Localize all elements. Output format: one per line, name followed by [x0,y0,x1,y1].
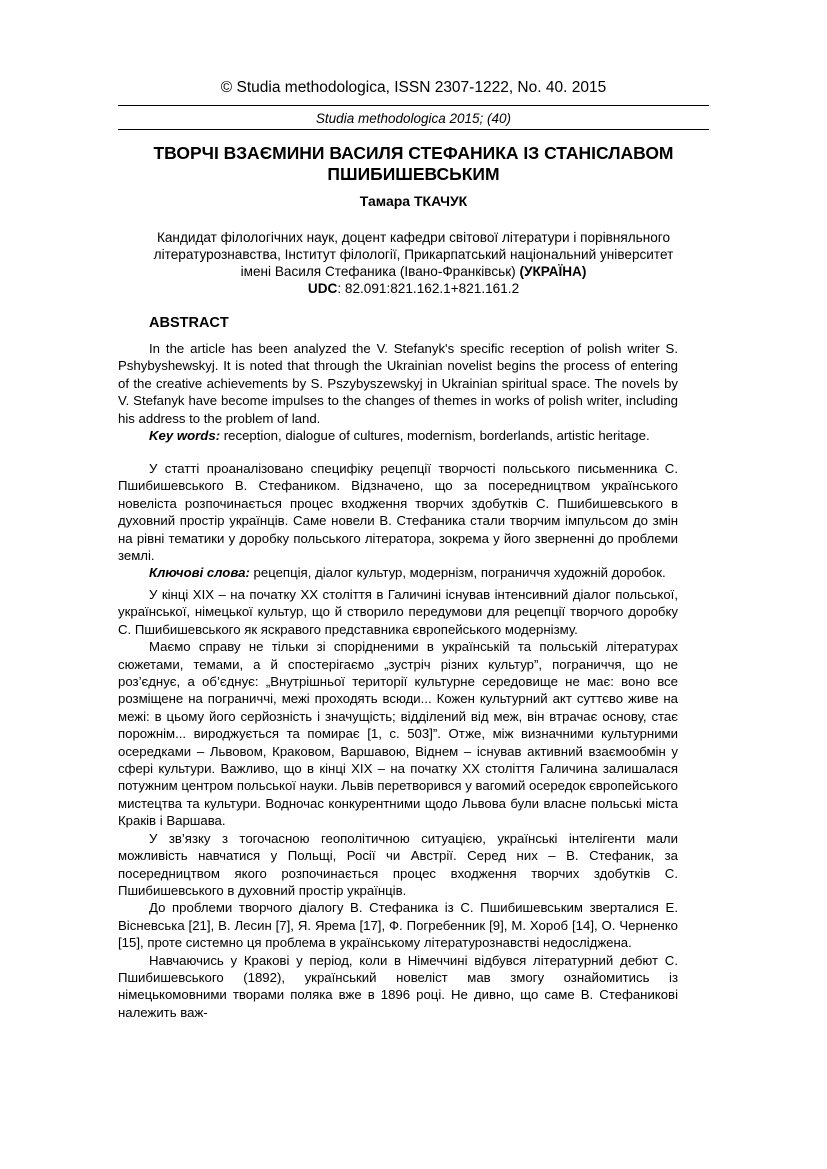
body-paragraph-1: У кінці ХІХ – на початку ХХ століття в Галичині існував інтенсивний діалог польської, української, німецької культур, що й створило передумови для рецепції творчого доробку С. Пшибишевського як яскравого представника європейського модернізму. [118,587,678,637]
article-title [100,143,727,185]
uk-keywords-text: рецепція, діалог культур, модернізм, пограниччя художній доробок. [249,565,666,581]
abstract-keywords [118,427,678,444]
author-affiliation [110,229,717,297]
udc-value: : 82.091:821.162.1+821.161.2 [337,281,520,296]
affiliation-line-3 [110,263,717,280]
article-body [118,586,678,1021]
title-line-2: ПШИБИШЕВСЬКИМ [327,164,500,184]
body-paragraph-3: У зв’язку з тогочасною геополітичною ситуацією, українські інтелігенти мали можливість навчатися у Польщі, Росії чи Австрії. Серед них – В. Стефаник, за посередництвом якого розпочинається процес входження творчих здобутків С. Пшибишевського в духовний простір українців. [118,830,678,898]
annotation-keywords [118,564,678,581]
body-paragraph-4: До проблеми творчого діалогу В. Стефаника із С. Пшибишевським зверталися Е. Вісневська [21], В. Лесин [7], Я. Ярема [17], Ф. Погребенник [9], М. Хороб [14], О. Черненко [15], проте системно ця проблема в українському літературознавстві недосліджена. [118,900,678,951]
keywords-text: reception, dialogue of cultures, modernism, borderlands, artistic heritage. [220,428,650,444]
citation-header: © Studia methodologica, ISSN 2307-1222, No. 40. 2015 [220,79,607,96]
ukrainian-annotation-block [118,460,678,582]
abstract-block [118,340,678,444]
abstract-heading: ABSTRACT [149,315,229,331]
header-rule-top [118,105,709,106]
abstract-text: In the article has been analyzed the V. Stefanyk's specific reception of polish writer S. Pshybyshewskyj. It is noted that through the Ukrainian novelist begins the process of entering of the creative achievements by S. Pszybyszewskyj in Ukrainian spiritual space. The novels by V. Stefanyk have become impulses to the changes of themes in works of polish writer, including his address to the problem of land. [118,341,678,426]
udc-line [110,280,717,297]
affiliation-line-1: Кандидат філологічних наук, доцент кафедри світової літератури і порівняльного [156,230,671,245]
keywords-label: Key words: [149,428,221,444]
journal-running-head: Studia methodologica 2015; (40) [315,111,512,126]
header-rule-bottom [118,129,709,130]
affiliation-line-2: літературознавства, Інститут філології, Прикарпатський національний університет [153,247,674,262]
body-paragraph-2: Маємо справу не тільки зі спорідненими в українській та польській літературах сюжетами, темами, а й спостерігаємо „зустріч різних культур”, пограниччя, що не роз’єднує, а об’єднує: „Внутрішньої території культурне середовище не має: воно все розміщене на пограниччі, межі проходять всюди... Кожен культурний акт суттєво живе на межі: в цьому його серйозність і значущість; відділений від меж, він втрачає основу, стає порожнім... вироджується та помирає [1, с. 503]”. Отже, між визначними культурними осередками – Львовом, Краковом, Варшавою, Віднем – існував активний взаємообмін у сфері культури. Важливо, що в кінці ХІХ – на початку ХХ століття Галичина залишалася потужним центром польської науки. Львів перетворився у вагомий осередок європейського мистецтва та культури. Водночас конкурентними щодо Львова були власне польські міста Краків і Варшава. [118,639,678,829]
uk-keywords-label: Ключові слова: [149,565,250,581]
annotation-text: У статті проаналізовано специфіку рецепції творчості польського письменника С. Пшибишевського В. Стефаником. Відзначено, що за посередництвом українського новеліста розпочинається процес входження творчих здобутків С. Пшибишевського в духовний простір українців. Саме новели В. Стефаника стали творчим імпульсом до змін на рівні тематики у доробку польського літератора, зокрема у його зверненні до проблеми землі. [118,461,678,564]
udc-label: UDC [307,281,338,296]
affiliation-institution: імені Василя Стефаника (Івано-Франківськ) [240,264,520,279]
affiliation-country: (УКРАЇНА) [519,264,587,279]
body-paragraph-5: Навчаючись у Кракові у період, коли в Німеччині відбувся літературний дебют С. Пшибишевського (1892), український новеліст мав змогу ознайомитись із німецькомовними творами поляка вже в 1896 році. Не дивно, що саме В. Стефаникові належить важ- [118,952,678,1020]
title-line-1: ТВОРЧІ ВЗАЄМИНИ ВАСИЛЯ СТЕФАНИКА ІЗ СТАНІСЛАВОМ [153,143,674,163]
author-name: Тамара ТКАЧУК [359,193,468,209]
